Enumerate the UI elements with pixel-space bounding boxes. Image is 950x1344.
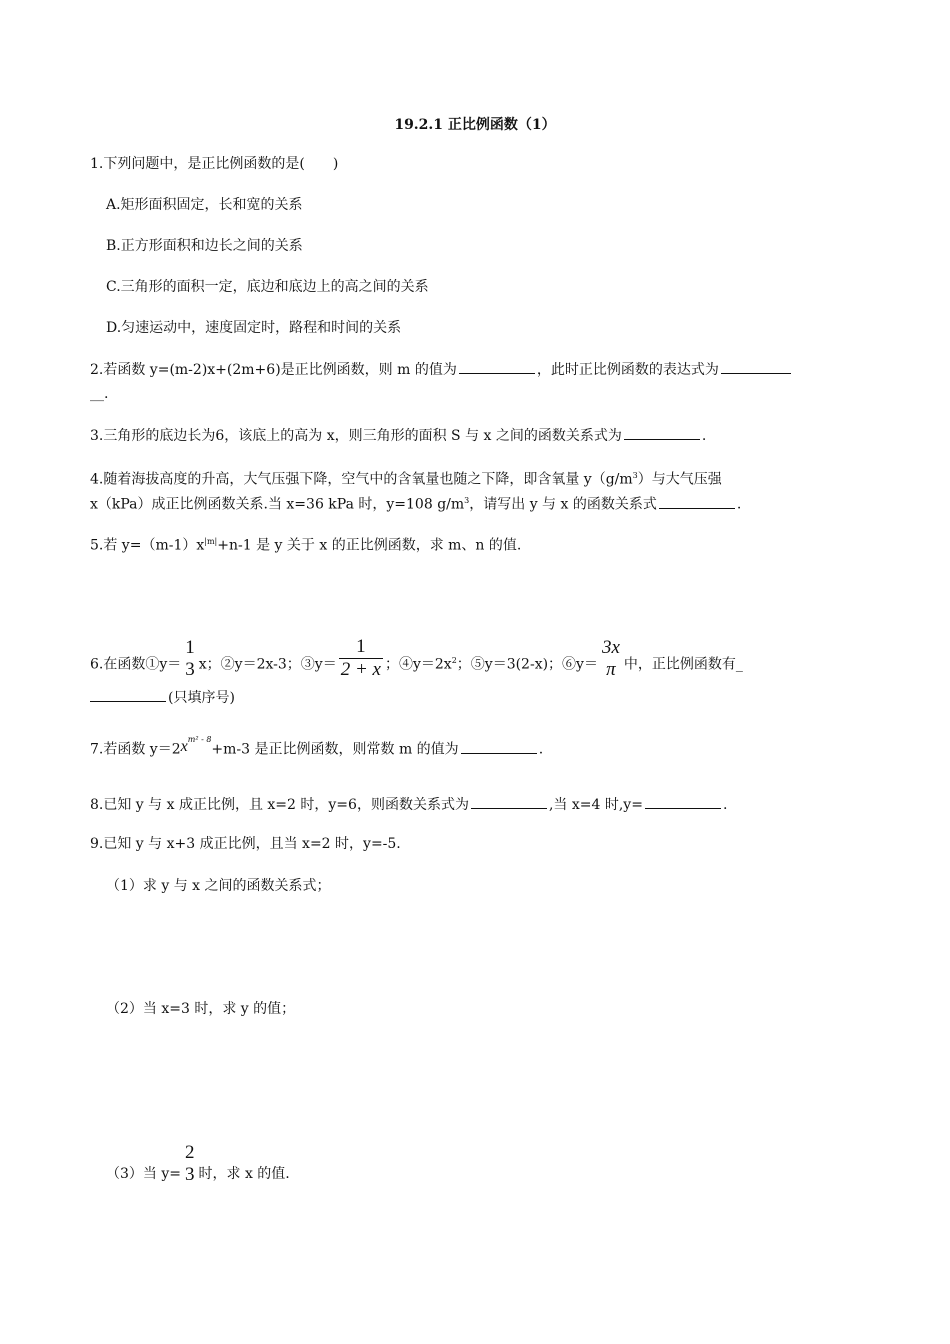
question-6-text: (只填序号) [168,690,235,706]
question-6-text: ；⑤y＝3(2-x)；⑥y＝ [456,656,598,673]
fraction-denominator: π [606,658,616,680]
fraction-denominator: 2 + x [340,659,381,680]
question-6-text: 中，正比例函数有_ [623,656,743,673]
question-8-text: . [722,797,728,813]
answer-blank[interactable] [721,359,791,374]
page-title: 19.2.1 正比例函数（1） [394,117,556,133]
question-8-text: 8.已知 y 与 x 成正比例，且 x=2 时，y=6，则函数关系式为 [90,797,469,813]
question-3-text: . [701,428,707,444]
question-2-text: 2.若函数 y=(m-2)x+(2m+6)是正比例函数，则 m 的值为 [90,362,457,378]
answer-blank[interactable] [471,794,547,809]
question-5 [90,532,521,556]
answer-blank[interactable] [659,494,735,509]
question-5-text: 5.若 y=（m-1）x [90,537,205,554]
superscript: |m| [204,537,218,546]
question-8 [90,794,727,815]
fraction-two-thirds [183,1142,197,1186]
question-1-option-c: C.三角形的面积一定，底边和底边上的高之间的关系 [106,279,429,295]
question-4-text: 4.随着海拔高度的升高，大气压强下降，空气中的含氧量也随之下降，即含氧量 y（g/m [90,471,633,488]
question-8-text: ,当 x=4 时,y= [548,797,643,813]
question-3 [90,425,706,446]
question-4-text: x（kPa）成正比例函数关系.当 x=36 kPa 时，y=108 g/m [90,496,465,513]
question-4-line-1 [90,466,722,490]
question-3-text: 3.三角形的底边长为6，该底上的高为 x，则三角形的面积 S 与 x 之间的函数关系式为 [90,428,622,444]
superscript: 3 [632,471,638,480]
question-1-option-a: A.矩形面积固定，长和宽的关系 [106,197,303,213]
question-7 [90,736,543,760]
question-6-text: x；②y＝2x-3；③y＝ [198,656,337,673]
answer-blank[interactable] [90,687,166,702]
fraction-numerator: 1 [339,636,383,659]
fraction-one-over-two-plus-x [339,636,383,681]
question-6-line-2 [90,687,235,708]
question-9-text: 时，求 x 的值. [198,1166,290,1182]
answer-blank[interactable] [624,425,700,440]
question-4-text: ）与大气压强 [637,471,722,488]
question-7-text: +m-3 是正比例函数，则常数 m 的值为 [211,741,459,758]
question-9-stem: 9.已知 y 与 x+3 成正比例，且当 x=2 时，y=-5. [90,836,401,852]
question-2-text: . [104,386,109,402]
question-6-line-1 [90,636,743,687]
answer-blank[interactable] [459,359,535,374]
question-2-text: ，此时正比例函数的表达式为 [536,362,719,378]
question-4-line-2 [90,491,741,515]
exponent: m² - 8 [187,735,212,744]
fraction-three-x-over-pi [600,637,622,681]
question-7-text: 7.若函数 y＝2 [90,741,181,758]
question-9-part-2: （2）当 x=3 时，求 y 的值； [106,1001,296,1017]
fraction-denominator: 3 [185,658,195,680]
question-9-part-3 [106,1142,290,1196]
superscript: 2 [451,655,457,665]
question-6-text: ；④y＝2x [384,656,452,673]
fraction-numerator: 3x [601,636,620,658]
question-4-text: ，请写出 y 与 x 的函数关系式 [469,496,657,513]
fraction-numerator: 2 [185,1142,195,1163]
question-7-text: . [538,741,544,758]
question-4-text: . [736,496,742,513]
superscript: 3 [464,496,470,505]
answer-blank[interactable] [645,794,721,809]
fraction-one-third [183,637,197,681]
question-1-option-d: D.匀速运动中，速度固定时，路程和时间的关系 [106,320,402,336]
base-variable: x [180,737,188,755]
question-1-option-b: B.正方形面积和边长之间的关系 [106,238,303,254]
question-9-text: （3）当 y= [106,1166,181,1182]
question-2 [90,359,793,380]
fraction-numerator: 1 [185,636,195,658]
question-2-continued [90,384,108,404]
fraction-denominator: 3 [185,1164,195,1185]
answer-blank[interactable] [461,739,537,754]
question-1-stem: 1.下列问题中，是正比例函数的是( ) [90,156,339,172]
question-2-blank-tail: __ [90,386,104,402]
question-5-text: +n-1 是 y 关于 x 的正比例函数，求 m、n 的值. [217,537,522,554]
question-9-part-1: （1）求 y 与 x 之间的函数关系式； [106,878,331,894]
question-6-text: 6.在函数①y＝ [90,656,182,673]
